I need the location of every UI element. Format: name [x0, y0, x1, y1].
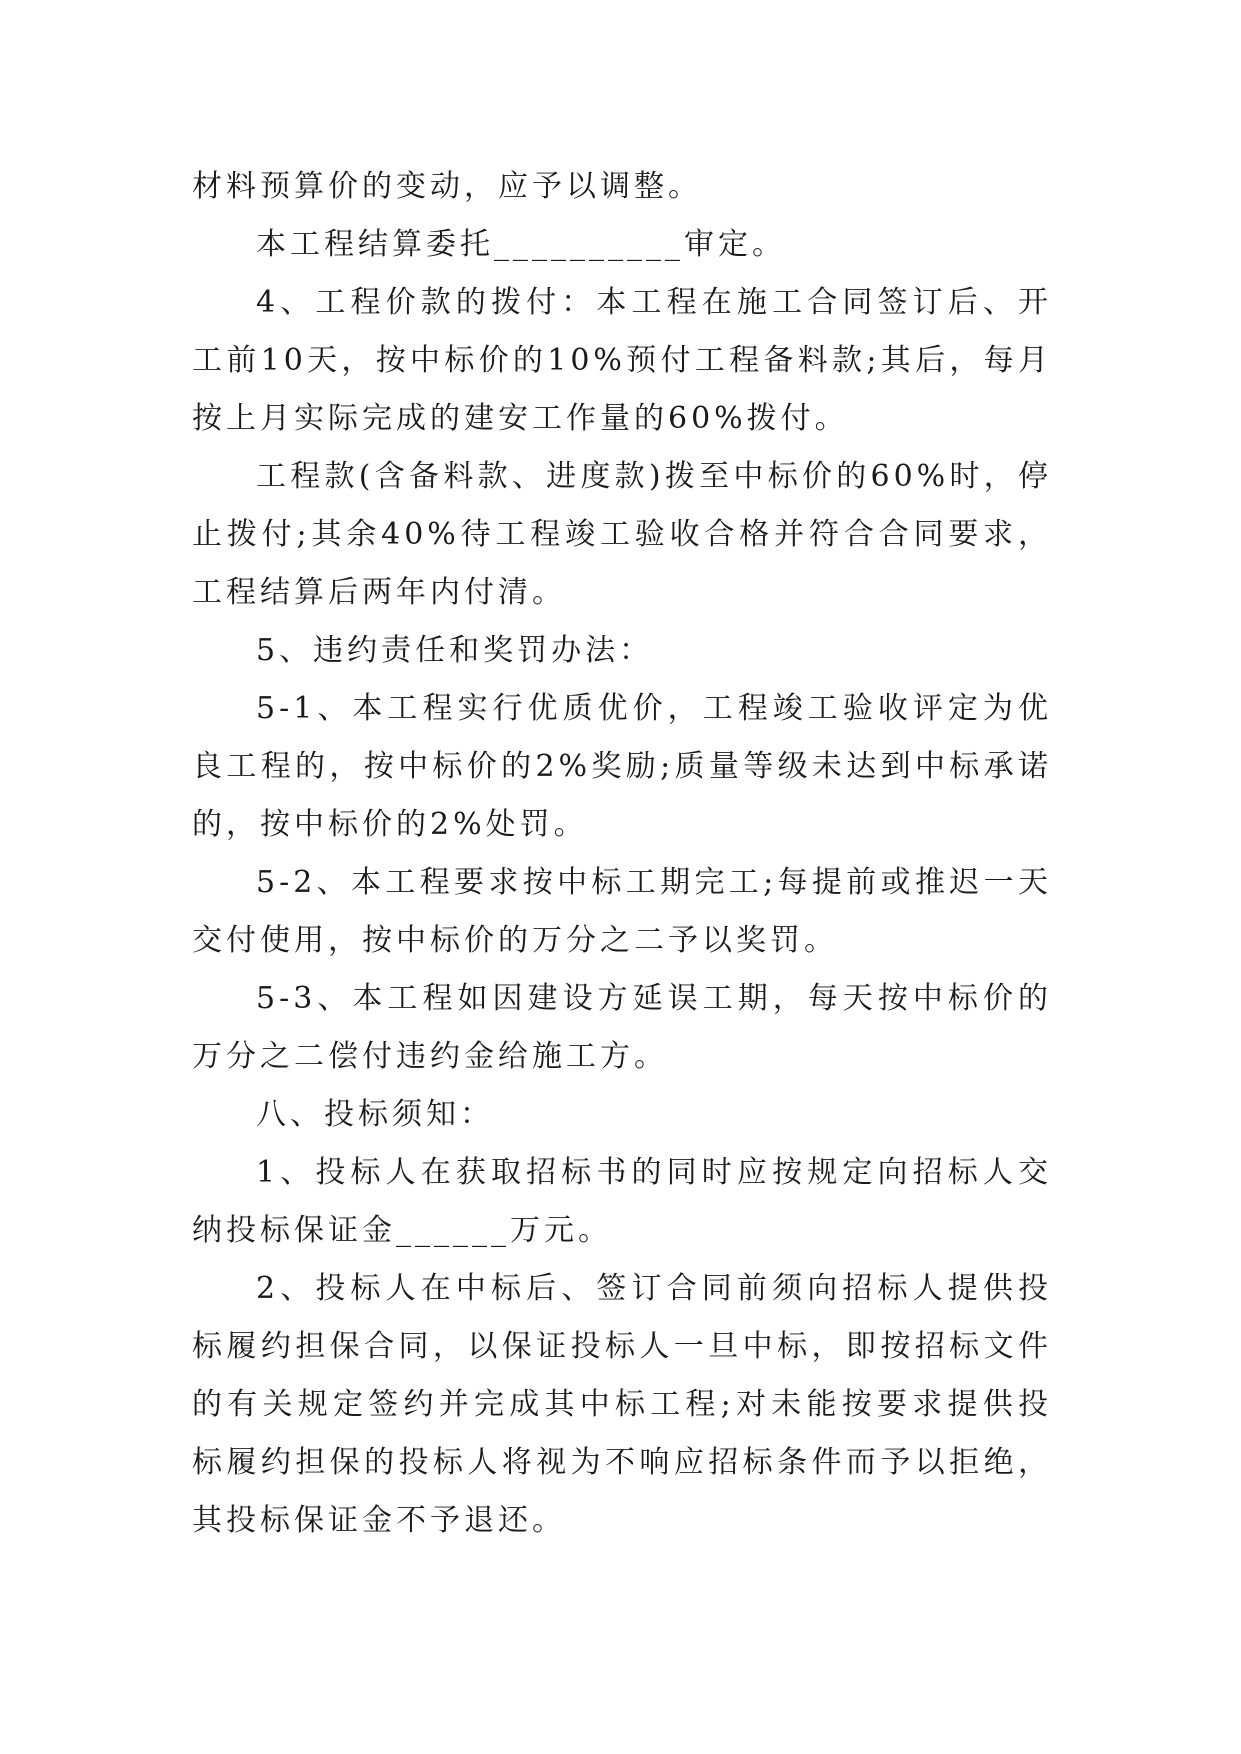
paragraph-9: 八、投标须知： — [256, 1097, 494, 1132]
paragraph-7: 5-2、本工程要求按中标工期完工;每提前或推迟一天交付使用，按中标价的万分之二予以奖罚。 — [192, 865, 1052, 958]
paragraph-10: 1、投标人在获取招标书的同时应按规定向招标人交纳投标保证金______万元。 — [192, 1155, 1052, 1248]
paragraph-4: 工程款(含备料款、进度款)拨至中标价的60%时，停止拨付;其余40%待工程竣工验收合格并符合合同要求，工程结算后两年内付清。 — [192, 459, 1052, 610]
paragraph-3: 4、工程价款的拨付：本工程在施工合同签订后、开工前10天，按中标价的10%预付工程备料款;其后，每月按上月实际完成的建安工作量的60%拨付。 — [192, 285, 1052, 436]
paragraph-1: 材料预算价的变动，应予以调整。 — [192, 169, 702, 204]
paragraph-11: 2、投标人在中标后、签订合同前须向招标人提供投标履约担保合同，以保证投标人一旦中标，即按招标文件的有关规定签约并完成其中标工程;对未能按要求提供投标履约担保的投标人将视为不响应招标条件而予以拒绝，其投标保证金不予退还。 — [192, 1271, 1052, 1538]
paragraph-8: 5-3、本工程如因建设方延误工期，每天按中标价的万分之二偿付违约金给施工方。 — [192, 981, 1052, 1074]
paragraph-5: 5、违约责任和奖罚办法： — [256, 633, 654, 668]
document-body — [192, 158, 1052, 1550]
paragraph-6: 5-1、本工程实行优质优价，工程竣工验收评定为优良工程的，按中标价的2%奖励;质量等级未达到中标承诺的，按中标价的2%处罚。 — [192, 691, 1052, 842]
paragraph-2: 本工程结算委托__________审定。 — [256, 227, 786, 262]
